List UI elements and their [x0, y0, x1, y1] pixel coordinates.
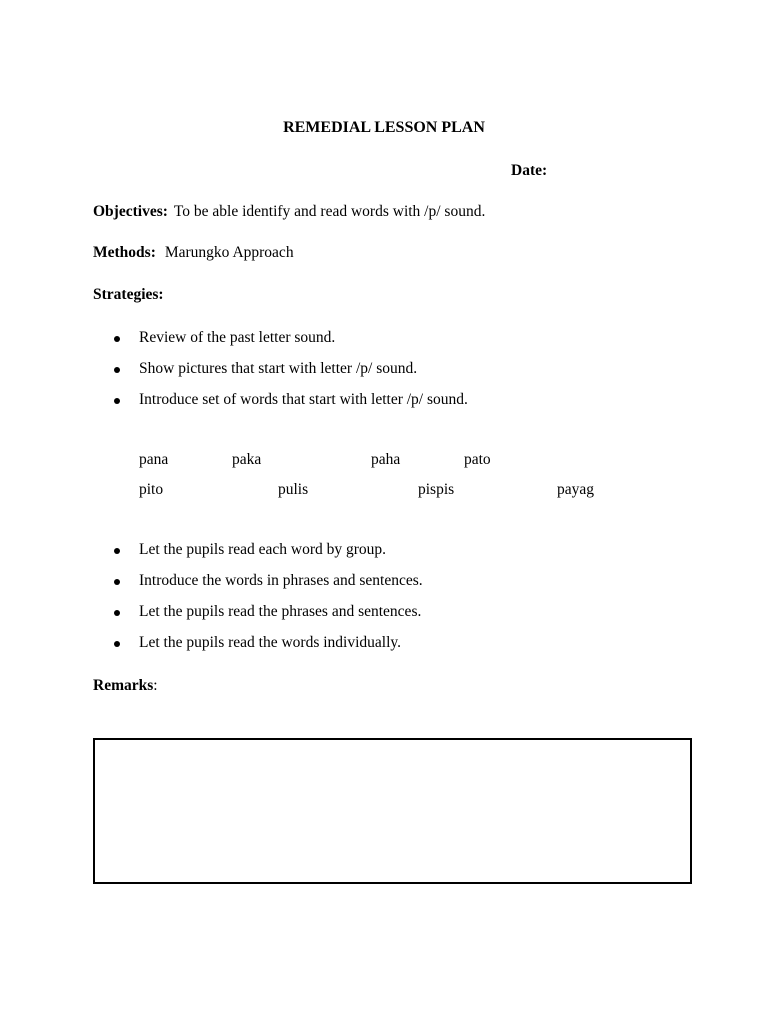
methods-row [93, 244, 294, 262]
word-item: pispis [418, 481, 455, 498]
objectives-text: To be able identify and read words with /p/ sound. [173, 203, 486, 220]
word-item: paka [232, 451, 262, 468]
bullet-icon [114, 336, 120, 342]
word-item: pana [139, 451, 169, 468]
document-title: REMEDIAL LESSON PLAN [283, 119, 485, 136]
objectives-label: Objectives: [93, 203, 168, 220]
strategies-label: Strategies: [93, 286, 164, 303]
list-item: Introduce set of words that start with letter /p/ sound. [93, 390, 468, 421]
list-item: Review of the past letter sound. [93, 328, 468, 359]
list-item: Let the pupils read the phrases and sentences. [93, 602, 423, 633]
date-label: Date: [511, 162, 548, 179]
remarks-box[interactable] [93, 738, 692, 884]
list-item: Show pictures that start with letter /p/ sound. [93, 359, 468, 390]
strategies-list-after [93, 540, 423, 664]
bullet-icon [114, 367, 120, 373]
word-item: pulis [278, 481, 309, 498]
word-item: paha [371, 451, 401, 468]
word-item: pato [464, 451, 491, 468]
word-item: payag [557, 481, 595, 498]
bullet-icon [114, 641, 120, 647]
bullet-icon [114, 610, 120, 616]
bullet-icon [114, 548, 120, 554]
objectives-row [93, 203, 485, 221]
word-item: pito [139, 481, 164, 498]
strategies-list-before [93, 328, 468, 421]
list-item: Let the pupils read the words individually. [93, 633, 423, 664]
bullet-icon [114, 398, 120, 404]
methods-text: Marungko Approach [164, 244, 294, 261]
list-item: Let the pupils read each word by group. [93, 540, 423, 571]
remarks-label: Remarks: [93, 677, 158, 694]
bullet-icon [114, 579, 120, 585]
methods-label: Methods: [93, 244, 156, 261]
list-item: Introduce the words in phrases and sentences. [93, 571, 423, 602]
